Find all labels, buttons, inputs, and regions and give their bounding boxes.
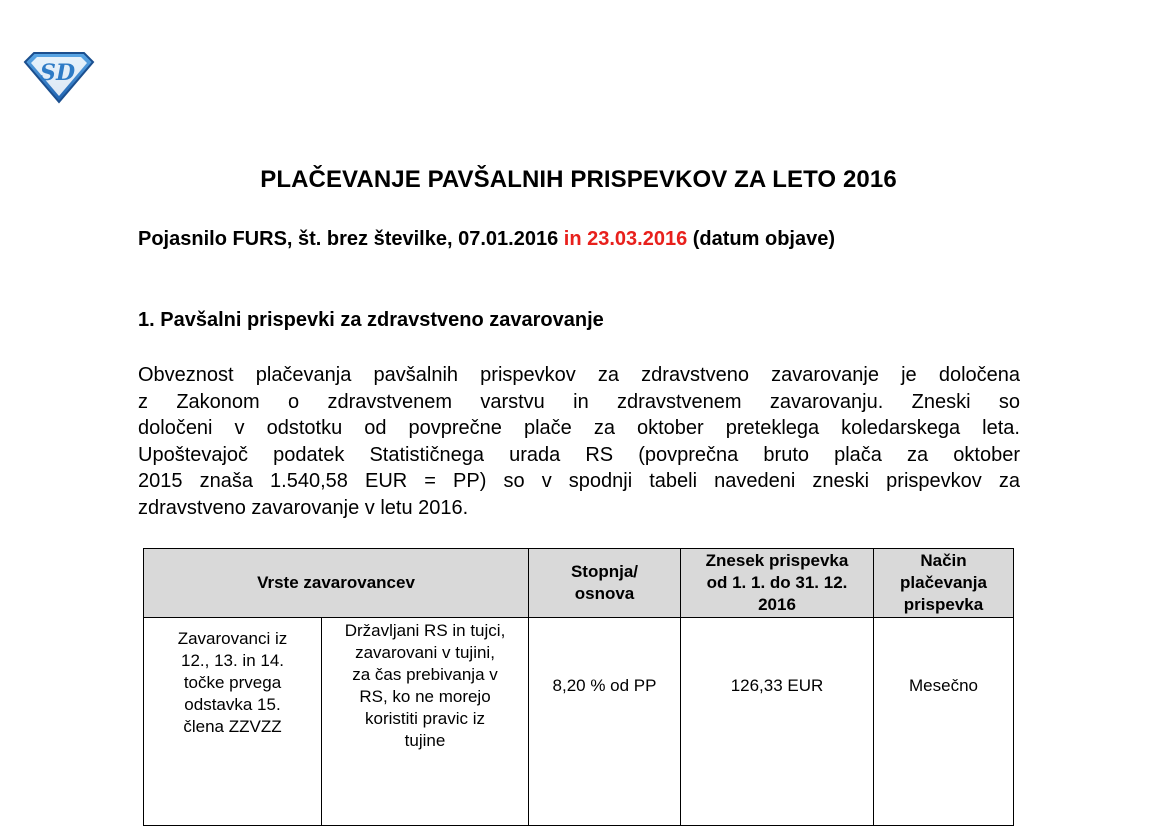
paragraph-line: določeni v odstotku od povprečne plače za oktober preteklega koledarskega leta. — [138, 417, 1020, 439]
subtitle-update-date: in 23.03.2016 — [563, 228, 688, 250]
header-stopnja-line: osnova — [574, 584, 635, 603]
svg-text:S: S — [40, 60, 56, 86]
svg-text:D: D — [56, 60, 76, 86]
header-nacin-line: plačevanja — [900, 573, 987, 592]
contributions-table — [143, 548, 1014, 826]
cell-line: 12., 13. in 14. — [180, 651, 285, 670]
body-paragraph — [138, 362, 1020, 521]
cell-nacin-value: Mesečno — [909, 676, 978, 695]
header-stopnja — [529, 549, 681, 618]
document-subtitle — [138, 228, 835, 251]
header-nacin — [874, 549, 1014, 618]
paragraph-line: Obveznost plačevanja pavšalnih prispevkov za zdravstveno zavarovanje je določena — [138, 364, 1020, 386]
section-heading: 1. Pavšalni prispevki za zdravstveno zavarovanje — [138, 309, 604, 331]
cell-line: Zavarovanci iz — [177, 629, 288, 648]
cell-znesek — [681, 618, 874, 826]
cell-stopnja — [529, 618, 681, 826]
cell-drzavljani — [322, 618, 529, 826]
paragraph-line: Upoštevajoč podatek Statističnega urada RS (povprečna bruto plača za oktober — [138, 443, 1020, 466]
cell-line: RS, ko ne morejo — [359, 687, 491, 706]
header-nacin-line: Način — [920, 551, 967, 570]
header-znesek-line: od 1. 1. do 31. 12. — [706, 573, 848, 592]
cell-line: zavarovani v tujini, — [355, 643, 495, 662]
cell-line: tujine — [404, 731, 446, 750]
paragraph-line: zdravstveno zavarovanje v letu 2016. — [138, 496, 469, 519]
cell-line: člena ZZVZZ — [183, 717, 282, 736]
cell-line: koristiti pravic iz — [365, 709, 485, 728]
header-vrste — [144, 549, 529, 618]
header-vrste-label: Vrste zavarovancev — [257, 573, 415, 592]
header-znesek-line: 2016 — [758, 595, 796, 614]
paragraph-line: z Zakonom o zdravstvenem varstvu in zdravstvenem zavarovanju. Zneski so — [138, 390, 1020, 413]
cell-znesek-value: 126,33 EUR — [730, 676, 824, 695]
header-znesek-line: Znesek prispevka — [705, 551, 849, 570]
cell-line: odstavka 15. — [184, 695, 281, 714]
logo-icon — [22, 48, 96, 104]
cell-line: za čas prebivanja v — [352, 665, 498, 684]
header-znesek — [681, 549, 874, 618]
cell-line: Državljani RS in tujci, — [344, 621, 506, 640]
cell-stopnja-value: 8,20 % od PP — [552, 676, 657, 695]
cell-zavarovanci — [144, 618, 322, 826]
page-title: PLAČEVANJE PAVŠALNIH PRISPEVKOV ZA LETO 2016 — [260, 166, 897, 193]
subtitle-tail: (datum objave) — [692, 228, 836, 250]
cell-line: točke prvega — [183, 673, 282, 692]
cell-nacin — [874, 618, 1014, 826]
table-row — [144, 618, 1014, 826]
paragraph-line: 2015 znaša 1.540,58 EUR = PP) so v spodnji tabeli navedeni zneski prispevkov za — [138, 470, 1020, 492]
table-header-row — [144, 549, 1014, 618]
subtitle-main: Pojasnilo FURS, št. brez številke, 07.01.2016 — [138, 228, 559, 250]
header-stopnja-line: Stopnja/ — [570, 562, 639, 581]
header-nacin-line: prispevka — [903, 595, 984, 614]
